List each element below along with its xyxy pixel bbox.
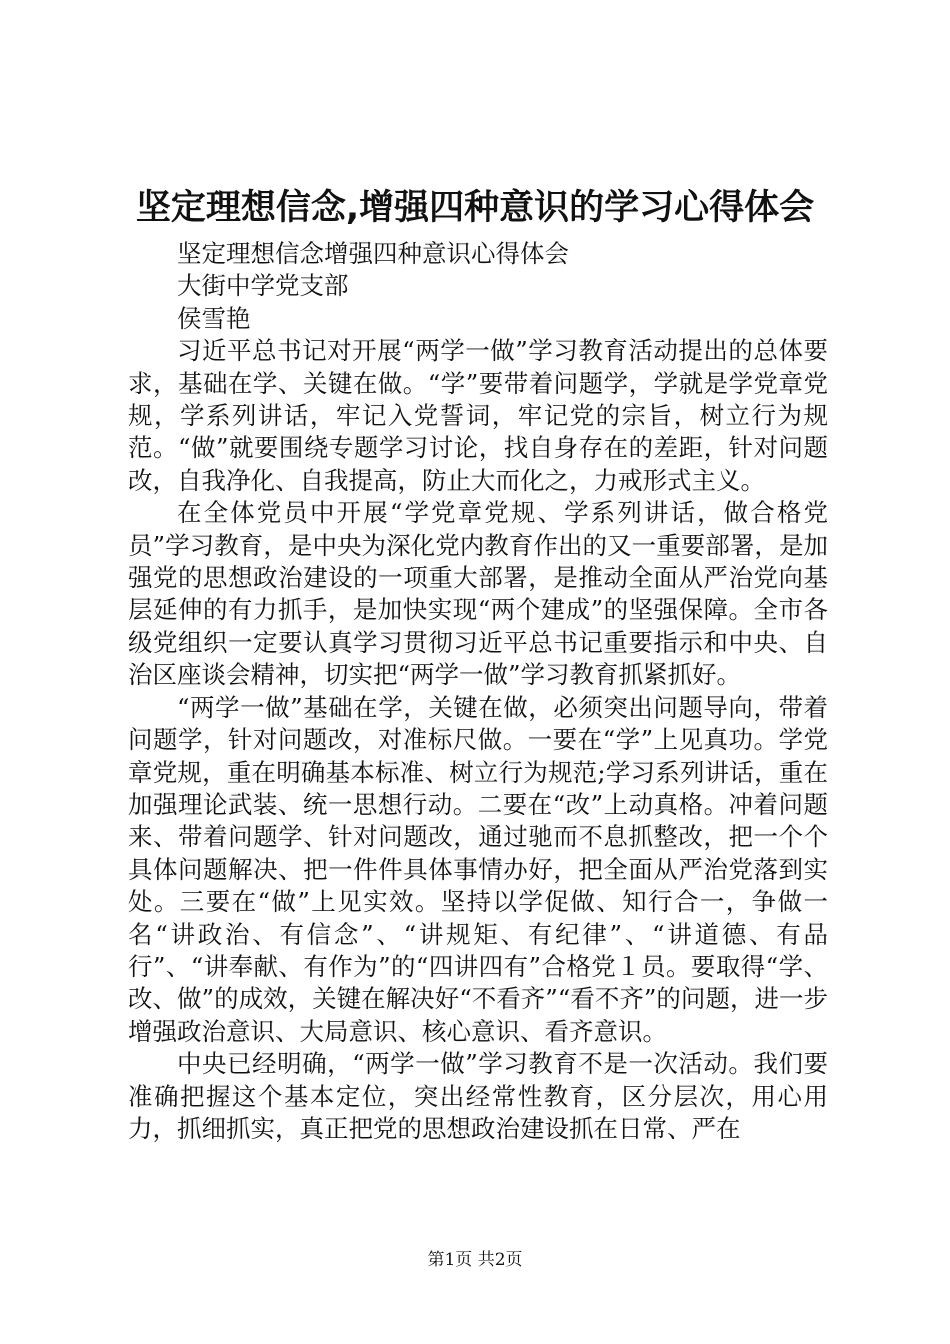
paragraph-4: 中央已经明确，“两学一做”学习教育不是一次活动。我们要准确把握这个基本定位，突出经常性教育，区分层次，用心用力，抓细抓实，真正把党的思想政治建设抓在日常、严在: [128, 1049, 828, 1143]
document-body: [128, 238, 828, 1145]
document-subtitle: 坚定理想信念增强四种意识心得体会: [177, 239, 569, 268]
paragraph-2: 在全体党员中开展“学党章党规、学系列讲话，做合格党员”学习教育，是中央为深化党内教育作出的又一重要部署，是加强党的思想政治建设的一项重大部署，是推动全面从严治党向基层延伸的有力抓手，是加快实现“两个建成”的坚强保障。全市各级党组织一定要认真学习贯彻习近平总书记重要指示和中央、自治区座谈会精神，切实把“两学一做”学习教育抓紧抓好。: [128, 498, 828, 690]
paragraph-3: “两学一做”基础在学，关键在做，必须突出问题导向，带着问题学，针对问题改，对准标尺做。一要在“学”上见真功。学党章党规，重在明确基本标准、树立行为规范;学习系列讲话，重在加强理论武装、统一思想行动。二要在“改”上动真格。冲着问题来、带着问题学、针对问题改，通过驰而不息抓整改，把一个个具体问题解决、把一件件具体事情办好，把全面从严治党落到实处。三要在“做”上见实效。坚持以学促做、知行合一，争做一名“讲政治、有信念”、“讲规矩、有纪律”、“讲道德、有品行”、“讲奉献、有作为”的“四讲四有”合格党１员。要取得“学、改、做”的成效，关键在解决好“不看齐”“看不齐”的问题，进一步增强政治意识、大局意识、核心意识、看齐意识。: [128, 692, 828, 1046]
document-title: 坚定理想信念,增强四种意识的学习心得体会: [135, 188, 815, 228]
paragraph-1: 习近平总书记对开展“两学一做”学习教育活动提出的总体要求，基础在学、关键在做。“学”要带着问题学，学就是学党章党规，学系列讲话，牢记入党誓词，牢记党的宗旨，树立行为规范。“做”就要围绕专题学习讨论，找自身存在的差距，针对问题改，自我净化、自我提高，防止大而化之，力戒形式主义。: [128, 336, 828, 495]
document-author: 侯雪艳: [177, 303, 251, 333]
page-footer: 第1页 共2页: [427, 1250, 523, 1270]
document-organization: 大街中学党支部: [177, 271, 349, 301]
